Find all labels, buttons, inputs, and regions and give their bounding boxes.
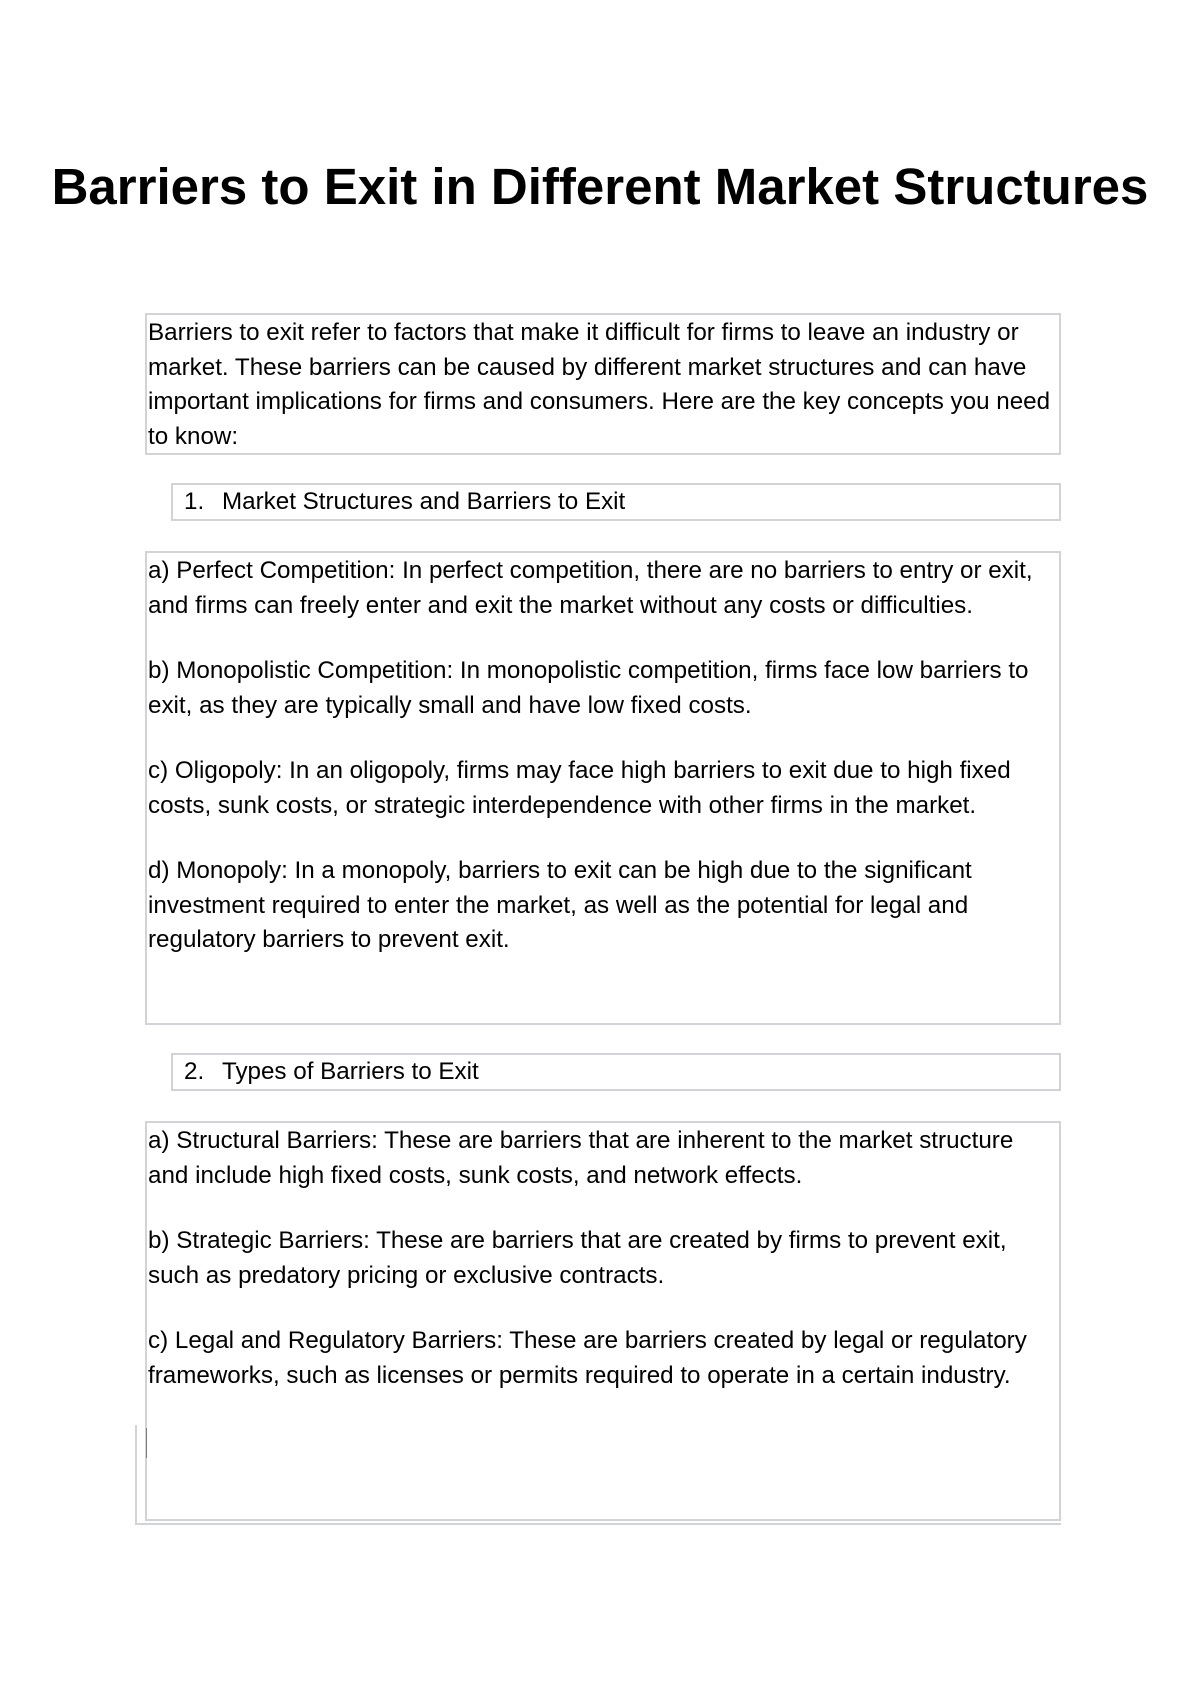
section-heading-label: Market Structures and Barriers to Exit bbox=[222, 488, 626, 515]
paragraph-oligopoly: c) Oligopoly: In an oligopoly, firms may face high barriers to exit due to high fixed costs, sunk costs, or strategic interdependence with other firms in the market. bbox=[148, 757, 1011, 819]
intro-text-box[interactable] bbox=[145, 313, 1061, 455]
paragraph-monopoly: d) Monopoly: In a monopoly, barriers to exit can be high due to the significant investment required to enter the market, as well as the potential for legal and regulatory barriers to prevent exit. bbox=[148, 857, 972, 953]
document-title: Barriers to Exit in Different Market Structures bbox=[51, 158, 1149, 215]
section-heading-label: Types of Barriers to Exit bbox=[222, 1058, 479, 1085]
intro-paragraph: Barriers to exit refer to factors that make it difficult for firms to leave an industry or market. These barriers can be caused by different market structures and can have important implications for firms and consumers. Here are the key concepts you need to know: bbox=[148, 319, 1051, 450]
outer-frame-bottom-edge bbox=[135, 1523, 1061, 1525]
outer-frame-left-edge bbox=[135, 1425, 137, 1525]
paragraph-structural-barriers: a) Structural Barriers: These are barriers that are inherent to the market structure and include high fixed costs, sunk costs, and network effects. bbox=[148, 1127, 1014, 1189]
market-structures-text-box[interactable] bbox=[145, 551, 1061, 1025]
paragraph-monopolistic-competition: b) Monopolistic Competition: In monopolistic competition, firms face low barriers to exit, as they are typically small and have low fixed costs. bbox=[148, 657, 1029, 719]
section-heading-types-of-barriers[interactable] bbox=[171, 1053, 1061, 1091]
section-number: 2. bbox=[184, 1058, 205, 1085]
section-heading-market-structures[interactable] bbox=[171, 483, 1061, 521]
paragraph-strategic-barriers: b) Strategic Barriers: These are barriers that are created by firms to prevent exit, such as predatory pricing or exclusive contracts. bbox=[148, 1227, 1007, 1289]
paragraph-legal-regulatory-barriers: c) Legal and Regulatory Barriers: These are barriers created by legal or regulatory frameworks, such as licenses or permits required to operate in a certain industry. bbox=[148, 1327, 1027, 1389]
types-of-barriers-text-box[interactable] bbox=[145, 1121, 1061, 1521]
text-cursor bbox=[146, 1428, 147, 1458]
paragraph-perfect-competition: a) Perfect Competition: In perfect competition, there are no barriers to entry or exit, and firms can freely enter and exit the market without any costs or difficulties. bbox=[148, 557, 1033, 619]
section-number: 1. bbox=[184, 488, 205, 515]
